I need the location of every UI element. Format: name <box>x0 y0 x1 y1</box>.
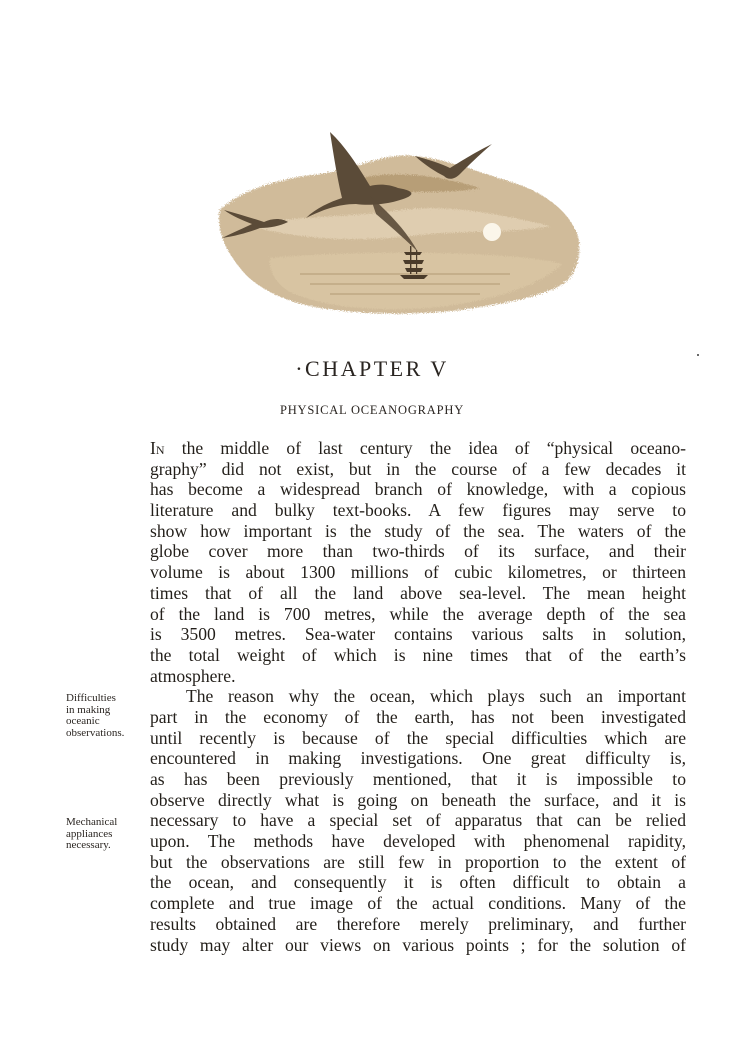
body-text <box>150 438 686 955</box>
text-line: part in the economy of the earth, has not been investigated <box>150 706 686 727</box>
text-line: In the middle of last century the idea of “physical oceano- <box>150 438 686 458</box>
drop-cap-word: In <box>150 438 165 458</box>
text-line: encountered in making investigations. One great difficulty is, <box>150 748 686 769</box>
text-line: results obtained are therefore merely preliminary, and further <box>150 913 686 934</box>
margin-note-difficulties: Difficulties in making oceanic observations. <box>66 692 125 739</box>
text-line: the total weight of which is nine times that of the earth’s <box>150 644 686 665</box>
text-line: of the land is 700 metres, while the average depth of the sea <box>150 603 686 624</box>
text-line: literature and bulky text-books. A few figures may serve to <box>150 500 686 521</box>
text-line: necessary to have a special set of apparatus that can be relied <box>150 810 686 831</box>
text-line: is 3500 metres. Sea-water contains various salts in solution, <box>150 624 686 645</box>
text-line: times that of all the land above sea-level. The mean height <box>150 582 686 603</box>
text-line: the ocean, and consequently it is often difficult to obtain a <box>150 872 686 893</box>
text-line: study may alter our views on various points ; for the solution of <box>150 934 686 955</box>
margin-note-mechanical: Mechanical appliances necessary. <box>66 816 118 851</box>
text-line: The reason why the ocean, which plays such an important <box>186 686 686 707</box>
paper-speck <box>697 354 699 356</box>
text-line: until recently is because of the special difficulties which are <box>150 727 686 748</box>
text-line: show how important is the study of the sea. The waters of the <box>150 520 686 541</box>
headpiece-illustration <box>210 118 585 318</box>
text-line: atmosphere. <box>150 665 236 686</box>
text-line: complete and true image of the actual conditions. Many of the <box>150 893 686 914</box>
text-line: globe cover more than two-thirds of its surface, and their <box>150 541 686 562</box>
text-line: volume is about 1300 millions of cubic kilometres, or thirteen <box>150 562 686 583</box>
text-line: observe directly what is going on beneath the surface, and it is <box>150 789 686 810</box>
text-line: has become a widespread branch of knowledge, with a copious <box>150 479 686 500</box>
chapter-title: ·CHAPTER V <box>295 356 449 381</box>
text-line: graphy” did not exist, but in the course of a few decades it <box>150 458 686 479</box>
text-line: upon. The methods have developed with phenomenal rapidity, <box>150 831 686 852</box>
text-line: as has been previously mentioned, that it is impossible to <box>150 769 686 789</box>
section-title: PHYSICAL OCEANOGRAPHY <box>279 403 465 417</box>
sun-icon <box>483 223 501 241</box>
text-line: but the observations are still few in proportion to the extent of <box>150 851 686 872</box>
